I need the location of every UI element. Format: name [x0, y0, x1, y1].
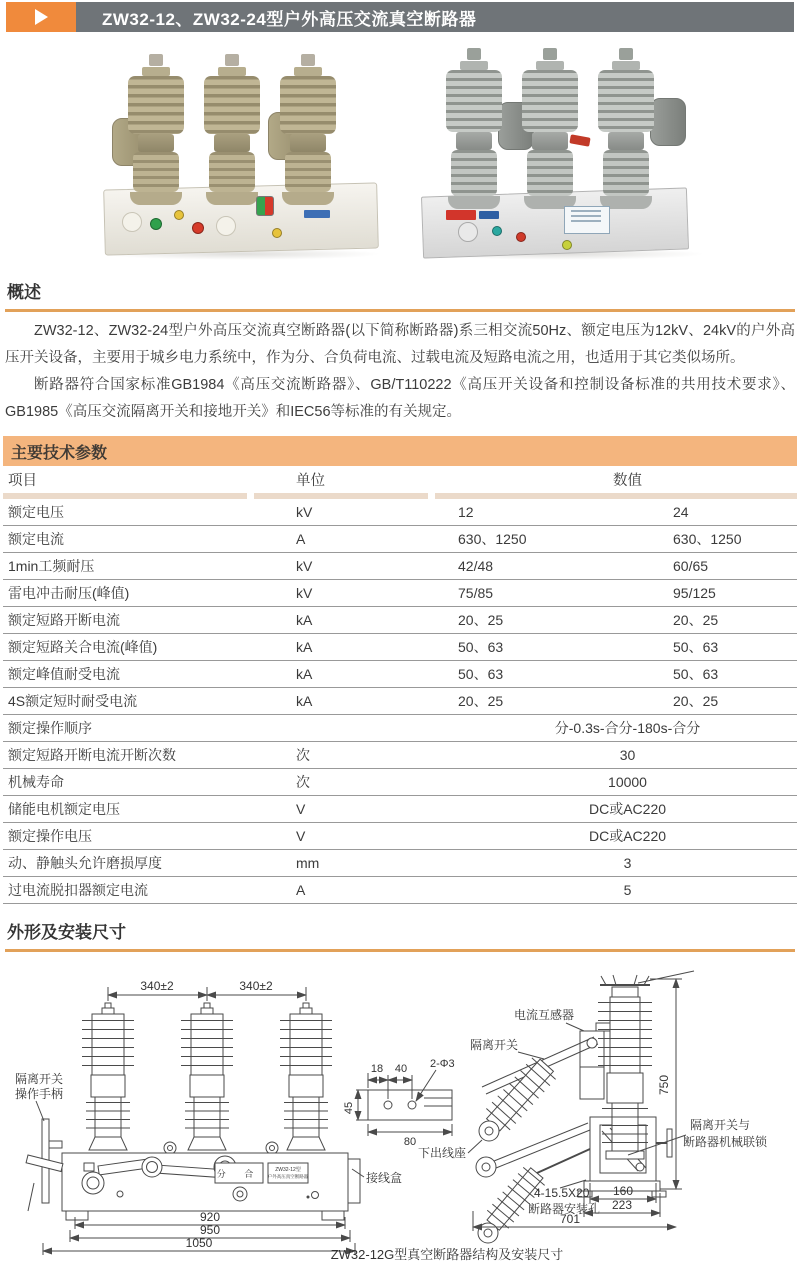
- param-name: 动、静触头允许磨损厚度: [8, 855, 162, 871]
- param-value-12kv: 50、63: [458, 639, 504, 655]
- param-value-12kv: 42/48: [458, 558, 494, 574]
- table-row: [3, 715, 797, 742]
- param-unit: 次: [296, 747, 310, 763]
- arrow-badge: [6, 2, 76, 32]
- params-heading: 主要技术参数: [3, 436, 797, 466]
- pole-terminal: [543, 48, 557, 60]
- table-row: [3, 553, 797, 580]
- param-value: 30: [619, 747, 636, 763]
- front-view-drawing: [15, 979, 402, 1255]
- param-value: 10000: [608, 774, 647, 790]
- indicator-dot-yellow: [272, 228, 282, 238]
- param-value: 3: [623, 855, 632, 871]
- dim-950: 950: [199, 1223, 221, 1237]
- table-row: [3, 796, 797, 823]
- brand-chip: [304, 210, 330, 218]
- holes-2phi3-label: 2-Φ3: [430, 1058, 455, 1070]
- col-header-value: 数值: [613, 473, 642, 489]
- param-value: 分-0.3s-合分-180s-合分: [554, 720, 701, 736]
- product-photo-right: [412, 40, 722, 266]
- insulator-pole: [128, 54, 184, 205]
- side-view-drawing: [470, 971, 768, 1243]
- param-value-24kv: 95/125: [673, 585, 716, 601]
- nameplate-line: [571, 220, 601, 222]
- dim-920: 920: [199, 1210, 221, 1224]
- dim-340-2: 340±2: [239, 979, 273, 993]
- pole-upper-ribs: [598, 70, 654, 132]
- band-segment: [3, 493, 247, 499]
- table-row: [3, 877, 797, 904]
- pole-collar: [290, 134, 326, 152]
- pole-collar: [138, 134, 174, 152]
- dimension-drawings: [0, 967, 800, 1265]
- param-name: 机械寿命: [8, 774, 64, 790]
- pole-upper-ribs: [280, 76, 336, 134]
- insulator-pole: [598, 48, 654, 209]
- nameplate: [564, 206, 610, 234]
- page-title: ZW32-12、ZW32-24型户外高压交流真空断路器: [76, 2, 794, 32]
- param-unit: kA: [296, 666, 313, 682]
- param-value-24kv: 20、25: [673, 612, 719, 628]
- param-unit: 次: [296, 774, 310, 790]
- indicator-dot-yellow: [562, 240, 572, 250]
- pole-cap: [142, 67, 170, 76]
- pole-bell: [206, 192, 258, 205]
- param-name: 额定操作电压: [8, 828, 92, 844]
- param-name: 额定操作顺序: [8, 720, 92, 736]
- param-value-24kv: 60/65: [673, 558, 709, 574]
- pole-lower-ribs: [285, 152, 331, 192]
- param-name: 雷电冲击耐压(峰值): [8, 585, 130, 601]
- param-value-24kv: 24: [673, 504, 689, 520]
- pole-upper-ribs: [128, 76, 184, 134]
- param-unit: A: [296, 882, 306, 898]
- band-segment: [435, 493, 797, 499]
- pole-cap: [612, 61, 640, 70]
- nameplate-type: 户外高压真空断路器: [267, 1174, 309, 1179]
- pole-upper-ribs: [446, 70, 502, 132]
- outline-heading: 外形及安装尺寸: [5, 918, 795, 952]
- param-name: 储能电机额定电压: [8, 801, 120, 817]
- interlock-label-line1: 隔离开关与: [690, 1118, 751, 1132]
- lower-outlet-label: 下出线座: [418, 1146, 467, 1160]
- mechanism-disc: [458, 222, 478, 242]
- param-name: 额定短路开断电流开断次数: [8, 747, 176, 763]
- indicator-dot-red: [516, 232, 526, 242]
- param-unit: kV: [296, 504, 313, 520]
- dim-750: 750: [657, 1074, 671, 1096]
- param-unit: V: [296, 801, 306, 817]
- params-table: [3, 466, 797, 904]
- pole-bell: [130, 192, 182, 205]
- param-name: 额定短路关合电流(峰值): [8, 639, 158, 655]
- param-value-24kv: 50、63: [673, 666, 719, 682]
- handle-label-line1: 隔离开关: [15, 1072, 64, 1086]
- pole-collar: [456, 132, 492, 150]
- interlock-label-line2: 断路器机械联锁: [683, 1135, 768, 1149]
- mounting-holes-label-line1: 4-15.5X20: [534, 1186, 590, 1200]
- param-value-24kv: 50、63: [673, 639, 719, 655]
- param-name: 4S额定短时耐受电流: [8, 693, 138, 709]
- brand-logo: [446, 210, 499, 220]
- header-bar: [6, 2, 794, 32]
- handle-label-line2: 操作手柄: [15, 1087, 64, 1101]
- pole-collar: [532, 132, 568, 150]
- pole-lower-ribs: [527, 150, 573, 196]
- pole-upper-ribs: [522, 70, 578, 132]
- insulator-pole: [522, 48, 578, 209]
- mechanism-pod: [650, 98, 686, 146]
- table-row: [3, 607, 797, 634]
- param-value-12kv: 20、25: [458, 612, 504, 628]
- dim-40: 40: [394, 1063, 408, 1075]
- table-row: [3, 742, 797, 769]
- ct-label: 电流互感器: [514, 1008, 575, 1022]
- param-value: 5: [623, 882, 632, 898]
- dim-1050: 1050: [185, 1236, 213, 1250]
- pole-bell: [448, 196, 500, 209]
- insulator-pole: [280, 54, 336, 205]
- param-unit: kA: [296, 693, 313, 709]
- pole-terminal: [225, 54, 239, 66]
- col-header-item: 项目: [8, 473, 37, 489]
- pole-terminal: [149, 54, 163, 66]
- pole-collar: [214, 134, 250, 152]
- param-unit: mm: [296, 855, 320, 871]
- param-unit: A: [296, 531, 306, 547]
- dim-18: 18: [370, 1063, 384, 1075]
- param-unit: kV: [296, 558, 313, 574]
- indicator-dot-yellow: [174, 210, 184, 220]
- pole-cap: [536, 61, 564, 70]
- param-value-24kv: 20、25: [673, 693, 719, 709]
- pole-terminal: [301, 54, 315, 66]
- param-value: DC或AC220: [588, 828, 667, 844]
- table-row: [3, 850, 797, 877]
- dim-223: 223: [611, 1198, 633, 1212]
- pole-cap: [460, 61, 488, 70]
- table-header-row: [3, 466, 797, 493]
- nameplate-line: [571, 215, 601, 217]
- param-name: 过电流脱扣器额定电流: [8, 882, 148, 898]
- pole-collar: [608, 132, 644, 150]
- param-value: DC或AC220: [588, 801, 667, 817]
- mechanism-disc: [216, 216, 236, 236]
- header-separator-band: [3, 493, 797, 499]
- table-row: [3, 688, 797, 715]
- table-row: [3, 823, 797, 850]
- dim-340-1: 340±2: [140, 979, 174, 993]
- pole-lower-ribs: [451, 150, 497, 196]
- nameplate: [268, 1163, 308, 1183]
- param-unit: kA: [296, 639, 313, 655]
- param-name: 额定电流: [8, 531, 64, 547]
- overview-heading: 概述: [5, 278, 795, 312]
- table-row: [3, 769, 797, 796]
- param-unit: kA: [296, 612, 313, 628]
- nameplate-line: [571, 210, 601, 212]
- pole-terminal: [467, 48, 481, 60]
- isolating-switch-label: 隔离开关: [470, 1038, 519, 1052]
- pole-lower-ribs: [209, 152, 255, 192]
- indicator-dot-green: [150, 218, 162, 230]
- table-row: [3, 499, 797, 526]
- param-name: 1min工频耐压: [8, 558, 95, 574]
- junction-box-label: 接线盒: [366, 1171, 403, 1185]
- param-value-24kv: 630、1250: [673, 531, 742, 547]
- param-value-12kv: 75/85: [458, 585, 494, 601]
- indicator-dot-teal: [492, 226, 502, 236]
- col-header-unit: 单位: [296, 473, 325, 489]
- table-row: [3, 526, 797, 553]
- overview-paragraph-1: ZW32-12、ZW32-24型户外高压交流真空断路器(以下简称断路器)系三相交流50Hz、额定电压为12kV、24kV的户外高压开关设备，主要用于城乡电力系统中，作为分、合负荷电流、过载电流及短路电流之用，也适用于其它类似场所。: [5, 323, 795, 366]
- overview-paragraph-2: 断路器符合国家标准GB1984《高压交流断路器》、GB/T110222《高压开关设备和控制设备标准的共用技术要求》、GB1985《高压交流隔离开关和接地开关》和IEC56等标准的有关规定。: [5, 377, 795, 420]
- param-value-12kv: 50、63: [458, 666, 504, 682]
- pole-upper-ribs: [204, 76, 260, 134]
- open-close-indicator: [256, 196, 274, 216]
- band-segment: [254, 493, 428, 499]
- dim-160: 160: [612, 1184, 634, 1198]
- dim-701: 701: [559, 1212, 581, 1226]
- table-row: [3, 580, 797, 607]
- drawing-caption: ZW32-12G型真空断路器结构及安装尺寸: [330, 1247, 564, 1262]
- pole-cap: [294, 67, 322, 76]
- insulator-pole: [446, 48, 502, 209]
- insulator-pole: [204, 54, 260, 205]
- dim-80: 80: [403, 1136, 417, 1148]
- param-value-12kv: 20、25: [458, 693, 504, 709]
- overview-text: [5, 318, 795, 436]
- param-value-12kv: 12: [458, 504, 474, 520]
- product-photos: [0, 38, 800, 268]
- pole-bell: [282, 192, 334, 205]
- nameplate-model: ZW32-12型: [275, 1167, 301, 1173]
- detail-view-drawing: [343, 1058, 482, 1160]
- table-row: [3, 634, 797, 661]
- dim-45: 45: [343, 1101, 355, 1115]
- catalog-page: [0, 2, 800, 1262]
- pole-terminal: [619, 48, 633, 60]
- product-photo-left: [88, 40, 398, 266]
- param-name: 额定短路开断电流: [8, 612, 120, 628]
- param-value-12kv: 630、1250: [458, 531, 527, 547]
- param-unit: V: [296, 828, 306, 844]
- mechanism-disc: [122, 212, 142, 232]
- param-unit: kV: [296, 585, 313, 601]
- pole-lower-ribs: [603, 150, 649, 196]
- play-triangle-icon: [35, 9, 48, 25]
- param-name: 额定峰值耐受电流: [8, 666, 120, 682]
- param-name: 额定电压: [8, 504, 64, 520]
- pole-cap: [218, 67, 246, 76]
- panel-open-close-label: 分 合: [216, 1169, 262, 1179]
- table-row: [3, 661, 797, 688]
- mounting-holes-label-line2: 断路器安装孔: [528, 1202, 601, 1216]
- logo-red-block: [446, 210, 476, 220]
- indicator-dot-red: [192, 222, 204, 234]
- pole-lower-ribs: [133, 152, 179, 192]
- logo-blue-block: [479, 211, 499, 219]
